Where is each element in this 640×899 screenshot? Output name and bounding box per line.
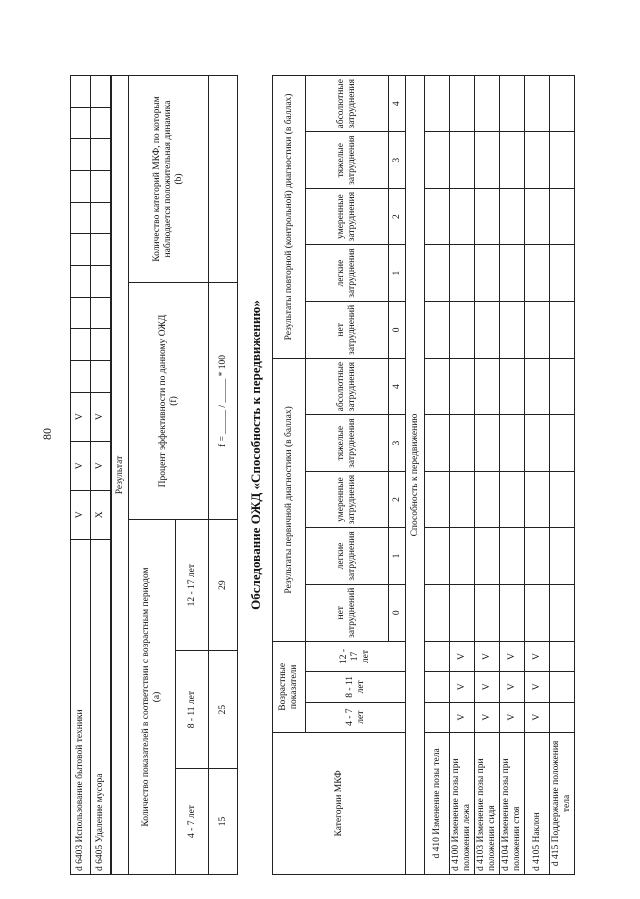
- row-label: d 4104 Изменение позы при положении стоя: [500, 732, 525, 874]
- repeat-header: Результаты повторной (контрольной) диагностики (в баллах): [273, 76, 306, 359]
- cell-value: V: [525, 672, 550, 702]
- age-value: 29: [209, 520, 238, 651]
- count-header-sub: (a): [152, 691, 162, 703]
- score-label: 1: [389, 528, 406, 584]
- count-header-text: Количество показателей в соответствии с возрастным периодом: [141, 567, 152, 827]
- cell-value: V: [91, 392, 111, 441]
- pct-formula: f = _____ / _____ * 100: [209, 283, 238, 520]
- score-label: 3: [389, 415, 406, 471]
- table-row: [550, 76, 575, 875]
- main-table: [272, 75, 575, 875]
- row-label: d 415 Поддержание положения тела: [550, 732, 575, 874]
- row-label: d 4100 Изменение позы при положении лежа: [450, 732, 475, 874]
- age-value: 15: [209, 768, 238, 874]
- cell-value: V: [475, 702, 500, 732]
- level-label: нет затруднений: [306, 301, 389, 358]
- row-label: d 6405 Удаление мусора: [91, 539, 111, 874]
- table-row: [475, 76, 500, 875]
- cell-value: V: [500, 672, 525, 702]
- cell-value: V: [91, 441, 111, 490]
- age-header: Возрастные показатели: [273, 641, 306, 732]
- score-label: 2: [389, 471, 406, 527]
- level-label: абсолютные затруднения: [306, 358, 389, 414]
- row-label: d 4105 Наклон: [525, 732, 550, 874]
- table-row: [450, 76, 475, 875]
- count-header: [129, 520, 176, 875]
- score-label: 1: [389, 245, 406, 301]
- mkf-value: [209, 76, 238, 283]
- row-label: d 4103 Изменение позы при положении сидя: [475, 732, 500, 874]
- cell-value: V: [450, 641, 475, 671]
- score-label: 2: [389, 188, 406, 244]
- page-number: 80: [40, 428, 54, 440]
- pct-header: [129, 283, 209, 520]
- group-label: Способность к передвижению: [406, 76, 425, 875]
- cell-value: V: [525, 641, 550, 671]
- score-label: 4: [389, 358, 406, 414]
- cell-value: V: [450, 672, 475, 702]
- row-label: d 6403 Использование бытовой техники: [71, 539, 91, 874]
- rotated-content: [64, 25, 624, 885]
- age-label: 12 - 17 лет: [306, 641, 406, 671]
- row-label: d 410 Изменение позы тела: [425, 732, 450, 874]
- cell-value: V: [525, 702, 550, 732]
- cell-value: V: [500, 702, 525, 732]
- age-label: 8 - 11 лет: [176, 651, 209, 769]
- level-label: абсолютные затруднения: [306, 76, 389, 132]
- level-label: тяжелые затруднения: [306, 132, 389, 188]
- cell-value: V: [475, 672, 500, 702]
- age-label: 4 - 7 лет: [306, 702, 406, 732]
- level-label: умеренные затруднения: [306, 188, 389, 244]
- cell-value: V: [500, 641, 525, 671]
- cell-value: V: [450, 702, 475, 732]
- level-label: нет затруднений: [306, 584, 389, 641]
- primary-header: Результаты первичной диагностики (в баллах): [273, 358, 306, 641]
- result-label: Результат: [112, 76, 129, 875]
- cell-value: V: [71, 392, 91, 441]
- cell-value: V: [71, 490, 91, 539]
- score-label: 0: [389, 584, 406, 641]
- age-label: 12 - 17 лет: [176, 520, 209, 651]
- cell-value: V: [71, 441, 91, 490]
- score-label: 4: [389, 76, 406, 132]
- age-label: 8 - 11 лет: [306, 672, 406, 702]
- cell-value: V: [475, 641, 500, 671]
- mkf-header-sub: (b): [173, 173, 184, 185]
- age-value: 25: [209, 651, 238, 769]
- mkf-header-text: Количество категорий МКФ, по которым наблюдается положительная динамика: [152, 96, 174, 262]
- score-label: 0: [389, 301, 406, 358]
- table-row: [425, 76, 450, 875]
- age-label: 4 - 7 лет: [176, 768, 209, 874]
- category-header: Категории МКФ: [273, 732, 406, 874]
- table-row: [500, 76, 525, 875]
- level-label: легкие затруднения: [306, 245, 389, 301]
- result-table: [111, 75, 238, 875]
- level-label: легкие затруднения: [306, 528, 389, 584]
- level-label: тяжелые затруднения: [306, 415, 389, 471]
- table-row: [71, 76, 91, 875]
- table-row: [91, 76, 111, 875]
- pct-header-sub: (f): [168, 396, 179, 406]
- pct-header-text: Процент эффективности по данному ОЖД: [157, 314, 168, 488]
- table-row: [525, 76, 550, 875]
- mkf-header: [129, 76, 209, 283]
- section-title: Обследование ОЖД «Способность к передвижению»: [248, 300, 263, 610]
- level-label: умеренные затруднения: [306, 471, 389, 527]
- top-table: [70, 75, 111, 875]
- cell-value: X: [91, 490, 111, 539]
- score-label: 3: [389, 132, 406, 188]
